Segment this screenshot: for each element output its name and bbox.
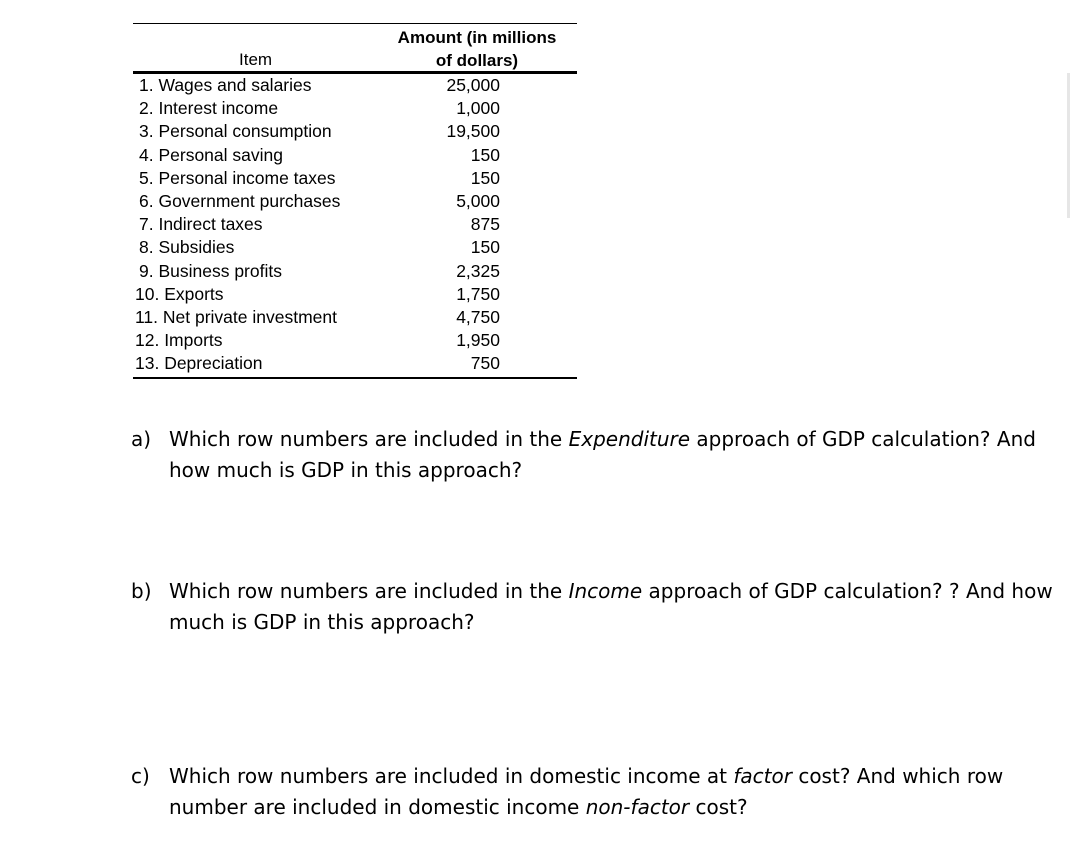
row-amount: 19,500 [446,121,500,142]
question-c-mid: cost? And which row number are included in domestic income [169,764,1004,819]
row-label: 2. Interest income [139,98,279,119]
row-label: 5. Personal income taxes [139,167,336,188]
question-c-emphasis-2: non-factor [585,795,690,819]
row-amount: 150 [470,144,500,165]
question-a-letter: a) [131,427,152,451]
row-label: 10. Exports [135,283,224,304]
question-b-emphasis: Income [568,579,643,603]
row-label: 9. Business profits [139,260,282,281]
row-amount: 2,325 [456,260,500,281]
question-a-post: approach of GDP calculation? And how much is GDP in this approach? [169,427,1036,482]
row-label: 1. Wages and salaries [139,75,312,95]
row-label: 12. Imports [135,330,223,351]
row-label: 4. Personal saving [139,144,283,165]
question-b-text [169,576,1059,638]
amount-header-line2: of dollars) [435,51,519,70]
row-amount: 750 [470,353,500,374]
row-amount: 5,000 [456,190,500,211]
row-label: 7. Indirect taxes [139,214,263,235]
question-c-text [169,761,1059,823]
row-label: 6. Government purchases [139,190,341,211]
question-c-emphasis: factor [733,764,792,788]
row-amount: 875 [470,214,500,235]
question-b-letter: b) [131,579,152,603]
row-amount: 150 [470,167,500,188]
question-b-post: approach of GDP calculation? ? And how much is GDP in this approach? [169,579,1053,634]
row-amount: 1,950 [456,330,500,351]
row-label: 11. Net private investment [135,306,337,327]
amount-header-line1: Amount (in millions [397,28,557,47]
row-amount: 1,000 [456,98,500,119]
item-column-header: Item [239,50,273,69]
question-c-letter: c) [131,764,150,788]
row-amount: 4,750 [456,306,500,327]
question-c-post: cost? [689,795,748,819]
row-amount: 1,750 [456,283,500,304]
question-a-emphasis: Expenditure [568,427,691,451]
row-amount: 150 [470,237,500,258]
row-label: 3. Personal consumption [139,121,332,142]
question-c-pre: Which row numbers are included in domestic income at [169,764,734,788]
row-amount: 25,000 [446,75,500,95]
question-a-pre: Which row numbers are included in the [169,427,569,451]
row-label: 13. Depreciation [135,353,263,374]
question-b-pre: Which row numbers are included in the [169,579,569,603]
question-a-text [169,424,1059,486]
row-label: 8. Subsidies [139,237,235,258]
